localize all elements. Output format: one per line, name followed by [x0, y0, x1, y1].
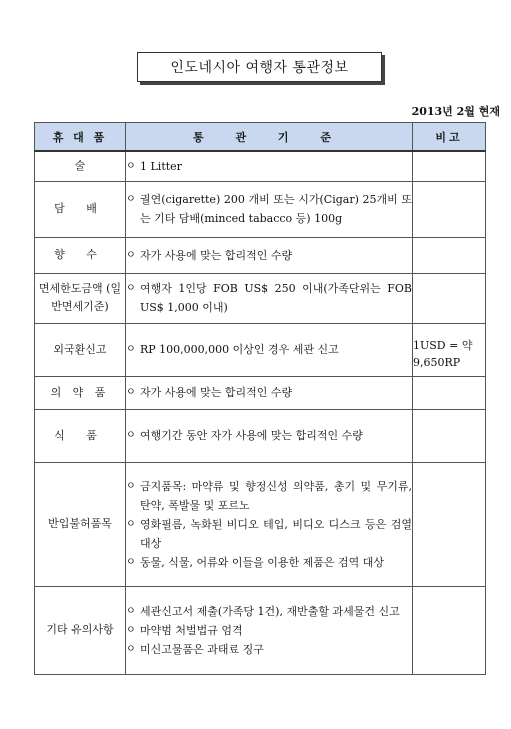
row-item-label: 면세한도금액 (일반면세기준): [35, 273, 126, 323]
table-row: [35, 462, 486, 586]
bullet-mark: ㅇ: [126, 387, 136, 398]
bullet-item: [126, 640, 412, 659]
bullet-mark: ㅇ: [126, 283, 136, 294]
bullet-mark: ㅇ: [126, 518, 136, 530]
row-standard: [126, 462, 413, 586]
bullet-text: 금지품목: 마약류 및 향정신성 의약품, 총기 및 무기류, 탄약, 폭발물 및 포르노: [140, 479, 412, 512]
row-standard: [126, 181, 413, 237]
row-note: [413, 151, 486, 181]
header-item: 휴 대 품: [35, 123, 126, 152]
bullet-mark: ㅇ: [126, 430, 136, 441]
bullet-text: RP 100,000,000 이상인 경우 세관 신고: [140, 343, 339, 356]
date-note: 2013년 2월 현재: [411, 105, 500, 118]
bullet-item: [126, 246, 412, 265]
row-item-label: 외국환신고: [35, 323, 126, 376]
bullet-mark: ㅇ: [126, 556, 136, 568]
bullet-mark: ㅇ: [126, 344, 136, 355]
row-note: [413, 273, 486, 323]
row-standard: [126, 586, 413, 674]
table-row: [35, 409, 486, 462]
row-standard: [126, 376, 413, 409]
bullet-text: 자가 사용에 맞는 합리적인 수량: [140, 386, 293, 399]
bullet-item: [126, 157, 412, 176]
table-row: [35, 237, 486, 273]
bullet-mark: ㅇ: [126, 624, 136, 636]
row-note: [413, 181, 486, 237]
row-item-label: 향 수: [35, 237, 126, 273]
bullet-text: 미신고물품은 과태료 징구: [140, 642, 264, 656]
row-item-label: 식 품: [35, 409, 126, 462]
bullet-item: [126, 602, 412, 621]
bullet-text: 자가 사용에 맞는 합리적인 수량: [140, 248, 293, 262]
bullet-mark: ㅇ: [126, 480, 136, 492]
row-standard: [126, 273, 413, 323]
table-row: [35, 181, 486, 237]
table-header-row: [35, 123, 486, 152]
bullet-text: 동물, 식물, 어류와 이들을 이용한 제품은 검역 대상: [140, 555, 384, 569]
table-row: [35, 273, 486, 323]
bullet-mark: ㅇ: [126, 249, 136, 261]
bullet-text: 영화필름, 녹화된 비디오 테입, 비디오 디스크 등은 검열 대상: [140, 517, 412, 550]
row-note: 1USD = 약 9,650RP: [413, 323, 486, 376]
document-title: 인도네시아 여행자 통관정보: [137, 52, 382, 82]
bullet-item: [126, 340, 412, 359]
row-note: [413, 237, 486, 273]
bullet-item: [126, 190, 412, 228]
bullet-text: 세관신고서 제출(가족당 1건), 재반출할 과세물건 신고: [140, 604, 400, 618]
table-row: [35, 323, 486, 376]
row-note: [413, 409, 486, 462]
table-row: [35, 376, 486, 409]
row-item-label: 기타 유의사항: [35, 586, 126, 674]
bullet-mark: ㅇ: [126, 605, 136, 617]
bullet-text: 1 Litter: [140, 159, 182, 173]
row-item-label: 의 약 품: [35, 376, 126, 409]
bullet-item: [126, 279, 412, 317]
row-note: [413, 586, 486, 674]
row-note: [413, 462, 486, 586]
bullet-mark: ㅇ: [126, 160, 136, 172]
bullet-text: 여행자 1인당 FOB US$ 250 이내(가족단위는 FOB US$ 1,000 이내): [140, 282, 412, 314]
bullet-text: 마약범 처벌법규 엄격: [140, 623, 243, 637]
row-standard: [126, 409, 413, 462]
table-row: [35, 151, 486, 181]
table-row: [35, 586, 486, 674]
header-note: 비고: [413, 123, 486, 152]
bullet-mark: ㅇ: [126, 643, 136, 655]
bullet-text: 여행기간 동안 자가 사용에 맞는 합리적인 수량: [140, 429, 363, 442]
bullet-item: [126, 621, 412, 640]
customs-table: [34, 122, 486, 675]
bullet-item: [126, 553, 412, 572]
row-standard: [126, 237, 413, 273]
header-standard: 통 관 기 준: [126, 123, 413, 152]
row-standard: [126, 151, 413, 181]
bullet-mark: ㅇ: [126, 194, 136, 205]
bullet-item: [126, 383, 412, 402]
row-item-label: 담 배: [35, 181, 126, 237]
row-item-label: 반입불허품목: [35, 462, 126, 586]
bullet-text: 궐연(cigarette) 200 개비 또는 시가(Cigar) 25개비 또는 기타 담배(minced tabacco 등) 100g: [140, 193, 412, 225]
bullet-item: [126, 426, 412, 445]
row-standard: [126, 323, 413, 376]
row-item-label: 술: [35, 151, 126, 181]
row-note: [413, 376, 486, 409]
bullet-item: [126, 515, 412, 553]
bullet-item: [126, 477, 412, 515]
